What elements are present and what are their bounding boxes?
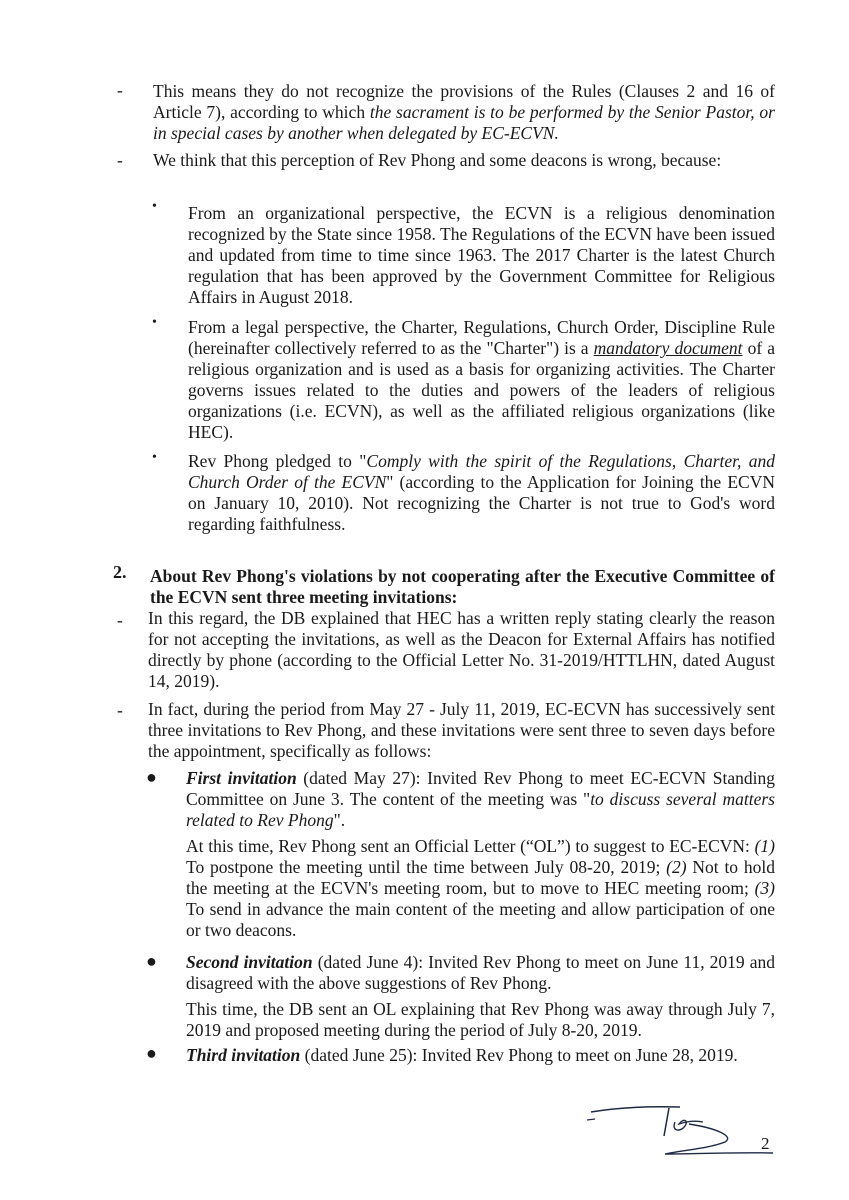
- paragraph-first-invitation: First invitation (dated May 27): Invited Rev Phong to meet EC-ECVN Standing Committee on June 3. The content of the meeting was "to discuss several matters related to Rev Phong".: [186, 768, 776, 830]
- paragraph-perception-wrong: We think that this perception of Rev Phong and some deacons is wrong, because:: [153, 150, 722, 170]
- paragraph-third-invitation: Third invitation (dated June 25): Invited Rev Phong to meet on June 28, 2019.: [186, 1045, 738, 1065]
- bullet-marker: ●: [146, 767, 157, 787]
- bullet-marker: •: [152, 315, 157, 330]
- handwritten-initials: [585, 1098, 775, 1162]
- paragraph-rules-provisions: This means they do not recognize the provisions of the Rules (Clauses 2 and 16 of Article 7), according to which the sacrament is to be performed by the Senior Pastor, or in special cases by another when delegated by EC-ECVN.: [153, 81, 775, 143]
- paragraph-in-fact: In fact, during the period from May 27 - July 11, 2019, EC-ECVN has successively sent three invitations to Rev Phong, and these invitations were sent three to seven days before the appointment, specifically as follows:: [148, 699, 775, 761]
- section-number: 2.: [113, 562, 127, 582]
- paragraph-db-sent-ol: This time, the DB sent an OL explaining that Rev Phong was away through July 7, 2019 and proposed meeting during the period of July 8-20, 2019.: [186, 999, 775, 1040]
- dash-marker: -: [117, 150, 123, 170]
- dash-marker: -: [117, 610, 123, 630]
- paragraph-pledge: Rev Phong pledged to "Comply with the spirit of the Regulations, Charter, and Church Order of the ECVN" (according to the Application for Joining the ECVN on January 10, 2010). Not recognizing the Charter is not true to God's word regarding faithfulness.: [188, 451, 776, 534]
- dash-marker: -: [117, 80, 123, 100]
- bullet-marker: •: [152, 199, 157, 214]
- bullet-marker: ●: [146, 951, 157, 971]
- paragraph-organizational-perspective: From an organizational perspective, the ECVN is a religious denomination recognized by the State since 1958. The Regulations of the ECVN have been issued and updated from time to time since 1963. The 2017 Charter is the latest Church regulation that has been approved by the Government Committee for Religious Affairs in August 2018.: [188, 203, 775, 307]
- dash-marker: -: [117, 700, 123, 720]
- paragraph-legal-perspective: From a legal perspective, the Charter, Regulations, Church Order, Discipline Rule (hereinafter collectively referred to as the "Charter") is a mandatory document of a religious organization and is used as a basis for organizing activities. The Charter governs issues related to the duties and powers of the leaders of religious organizations (i.e. ECVN), as well as the affiliated religious organizations (like HEC).: [188, 317, 775, 442]
- section-heading: About Rev Phong's violations by not cooperating after the Executive Committee of the ECVN sent three meeting invitations:: [150, 566, 775, 607]
- paragraph-official-letter: At this time, Rev Phong sent an Official Letter (“OL”) to suggest to EC-ECVN: (1) To postpone the meeting until the time between July 08-20, 2019; (2) Not to hold the meeting at the ECVN's meeting room, but to move to HEC meeting room; (3) To send in advance the main content of the meeting and allow participation of one or two deacons.: [186, 836, 775, 940]
- bullet-marker: •: [152, 450, 157, 465]
- bullet-marker: ●: [146, 1043, 157, 1063]
- paragraph-db-explained: In this regard, the DB explained that HEC has a written reply stating clearly the reason for not accepting the invitations, as well as the Deacon for External Affairs has notified directly by phone (according to the Official Letter No. 31-2019/HTTLHN, dated August 14, 2019).: [148, 608, 775, 691]
- paragraph-second-invitation: Second invitation (dated June 4): Invited Rev Phong to meet on June 11, 2019 and disagreed with the above suggestions of Rev Phong.: [186, 952, 775, 993]
- page-number: 2: [761, 1134, 770, 1153]
